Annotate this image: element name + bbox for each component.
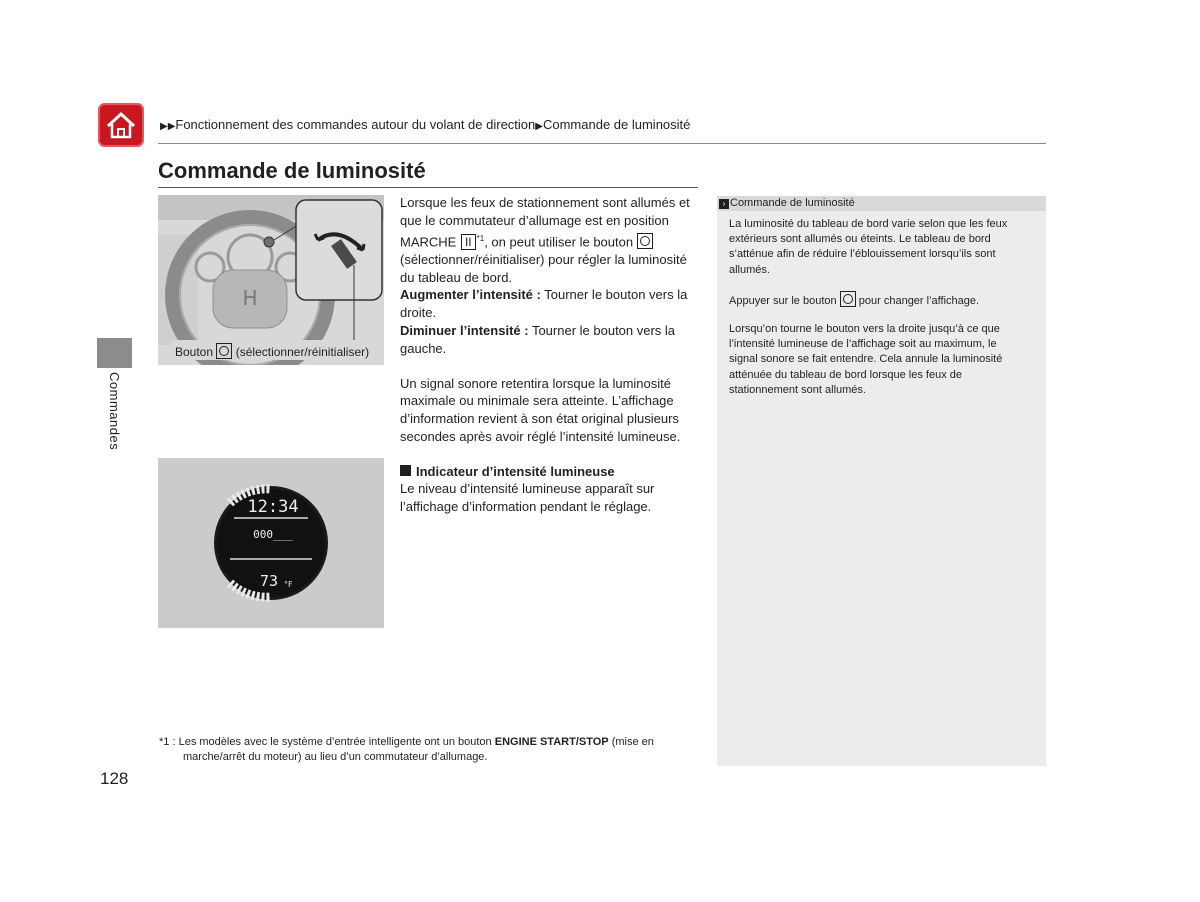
breadcrumb-item-section[interactable]: Fonctionnement des commandes autour du volant de direction bbox=[175, 117, 536, 132]
paragraph-line: d’information revient à son état original plusieurs bbox=[400, 411, 679, 427]
ignition-position-key: II bbox=[461, 234, 476, 250]
text: , on peut utiliser le bouton bbox=[484, 233, 634, 249]
figure1-caption bbox=[175, 343, 369, 359]
increase-label: Augmenter l’intensité : bbox=[400, 287, 541, 303]
caption-text: (sélectionner/réinitialiser) bbox=[235, 345, 370, 359]
text: Tourner le bouton vers la bbox=[528, 322, 676, 338]
triangle-arrow-icon: ▶▶ bbox=[160, 121, 176, 132]
note-line: La luminosité du tableau de bord varie selon que les feux bbox=[729, 218, 1008, 230]
text: Tourner le bouton vers la bbox=[540, 287, 688, 303]
square-bullet-icon bbox=[400, 465, 411, 476]
note-line bbox=[729, 291, 1039, 309]
note-line: l’intensité lumineuse de l’affichage soit au maximum, le bbox=[729, 338, 997, 351]
text: Appuyer sur le bouton bbox=[729, 294, 837, 307]
title-divider bbox=[158, 187, 698, 188]
note-heading-text: Commande de luminosité bbox=[730, 197, 855, 209]
footnote-marker: *1 bbox=[159, 736, 170, 748]
text: : Les modèles avec le système d’entrée intelligente ont un bouton bbox=[172, 736, 492, 748]
paragraph-line bbox=[400, 322, 700, 340]
note-line: stationnement sont allumés. bbox=[729, 383, 866, 396]
chapter-tab[interactable] bbox=[97, 338, 132, 368]
triangle-arrow-icon: ▶ bbox=[535, 121, 543, 132]
chapter-label: Commandes bbox=[107, 372, 122, 451]
engine-start-stop-label: ENGINE START/STOP bbox=[494, 736, 609, 748]
select-reset-button-icon bbox=[840, 291, 856, 307]
paragraph-line: que le commutateur d’allumage est en position bbox=[400, 212, 669, 228]
main-text bbox=[400, 194, 700, 516]
header-divider bbox=[158, 143, 1046, 144]
svg-text:H: H bbox=[242, 286, 258, 310]
paragraph-line: Le niveau d’intensité lumineuse apparaît sur bbox=[400, 481, 655, 497]
note-line: Lorsqu’on tourne le bouton vers la droite jusqu’à ce que bbox=[729, 323, 1000, 336]
paragraph-line: secondes après avoir réglé l’intensité lumineuse. bbox=[400, 428, 681, 444]
footnote-ref[interactable]: *1 bbox=[476, 233, 485, 243]
paragraph-line: (sélectionner/réinitialiser) pour régler la luminosité bbox=[400, 251, 687, 267]
sidebar-note-body bbox=[729, 217, 1039, 398]
display-temp-unit: °F bbox=[284, 580, 293, 589]
page-number: 128 bbox=[100, 769, 129, 788]
paragraph-line: Lorsque les feux de stationnement sont allumés et bbox=[400, 195, 690, 210]
paragraph-line: droite. bbox=[400, 305, 437, 321]
select-reset-button-icon bbox=[216, 343, 232, 359]
footnote bbox=[159, 735, 714, 765]
paragraph-line bbox=[400, 286, 700, 304]
select-reset-button-icon bbox=[637, 233, 653, 249]
caption-text: Bouton bbox=[175, 345, 214, 359]
decrease-label: Diminuer l’intensité : bbox=[400, 322, 529, 338]
section-heading bbox=[400, 463, 700, 481]
display-time: 12:34 bbox=[247, 497, 299, 517]
section-title: Indicateur d’intensité lumineuse bbox=[416, 463, 615, 479]
display-odometer: 000___ bbox=[253, 528, 293, 541]
note-line: s’atténue afin de réduire l’éblouissement lorsqu’ils sont bbox=[729, 248, 996, 261]
footnote-line bbox=[159, 735, 714, 750]
paragraph-line bbox=[400, 230, 700, 251]
home-icon[interactable] bbox=[98, 103, 144, 147]
breadcrumb bbox=[160, 117, 690, 132]
steering-wheel-figure bbox=[158, 195, 384, 365]
note-line: allumés. bbox=[729, 263, 770, 276]
paragraph-line: gauche. bbox=[400, 340, 447, 356]
paragraph-line: maximale ou minimale sera atteinte. L’affichage bbox=[400, 393, 674, 409]
breadcrumb-item-current[interactable]: Commande de luminosité bbox=[542, 117, 691, 132]
text: pour changer l’affichage. bbox=[858, 294, 980, 307]
display-temperature: 73 bbox=[259, 572, 279, 590]
note-line: extérieurs sont allumés ou éteints. Le tableau de bord bbox=[729, 233, 991, 246]
note-marker-icon: › bbox=[719, 199, 729, 209]
brightness-indicator-figure bbox=[158, 458, 384, 628]
sidebar-note-heading bbox=[717, 196, 1046, 211]
footnote-line: marche/arrêt du moteur) au lieu d’un commutateur d’allumage. bbox=[183, 751, 488, 763]
paragraph-line: l’affichage d’information pendant le réglage. bbox=[400, 499, 652, 515]
paragraph-line: Un signal sonore retentira lorsque la luminosité bbox=[400, 375, 671, 391]
text: MARCHE bbox=[400, 233, 457, 249]
note-line: signal sonore se fait entendre. Cela annule la luminosité bbox=[729, 353, 1003, 366]
paragraph-line: du tableau de bord. bbox=[400, 269, 513, 285]
page-title: Commande de luminosité bbox=[158, 158, 426, 183]
note-line: atténuée du tableau de bord lorsque les feux de bbox=[729, 368, 963, 381]
text: (mise en bbox=[611, 736, 654, 748]
